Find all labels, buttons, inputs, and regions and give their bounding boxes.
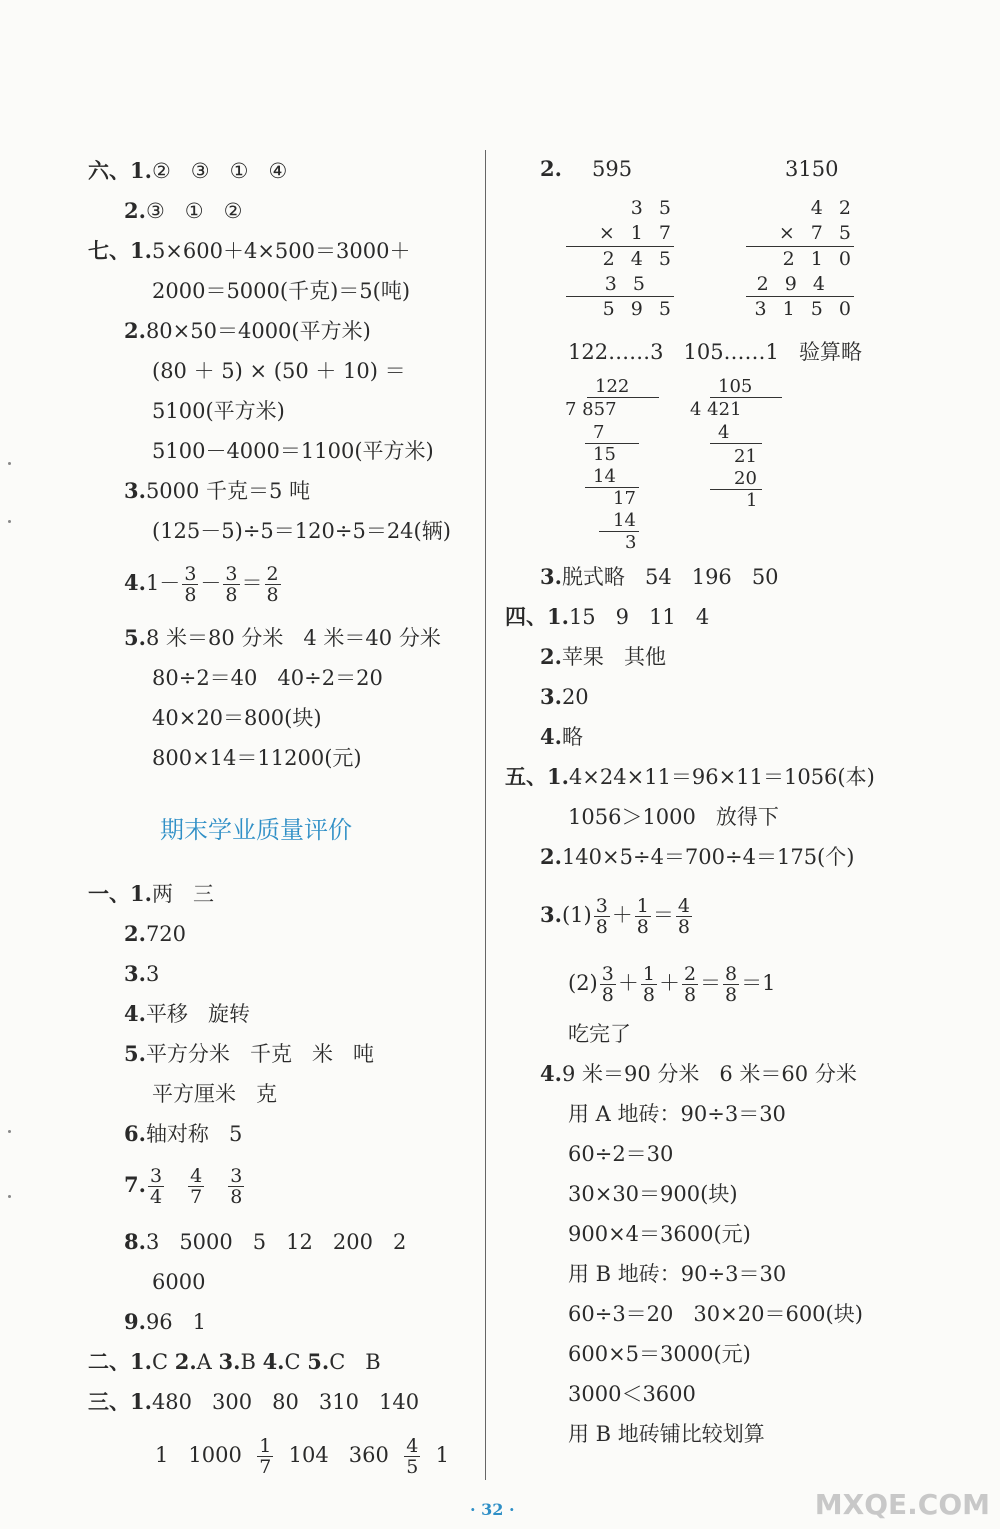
- fraction: $\frac{3}{8}$: [225, 563, 238, 606]
- division-step: 17: [613, 488, 636, 509]
- answer-7-1: 七、1.5×600＋4×500＝3000＋: [88, 238, 411, 263]
- division-step: 7: [593, 422, 605, 443]
- fraction: $\frac{1}{8}$: [642, 963, 655, 1006]
- answer-6-2: 2.③ ① ②: [124, 198, 243, 223]
- division-step: 21: [734, 446, 757, 467]
- long-division-421-by-4: [690, 375, 800, 515]
- watermark-logo: MXQE.COM: [814, 1488, 990, 1521]
- calc-row: × 1 7: [598, 222, 676, 244]
- multiplication-35x17: [560, 196, 680, 326]
- part2: 二、1.C 2.A 3.B 4.C 5.C B: [88, 1349, 381, 1374]
- answer-7-5: 5.8 米＝80 分米 4 米＝40 分米: [124, 625, 441, 650]
- answer-5-4-i: 3000＜3600: [568, 1382, 696, 1406]
- answer-5-4-j: 用 B 地砖铺比较划算: [568, 1422, 765, 1446]
- answer-5-4: 4.9 米＝90 分米 6 米＝60 分米: [540, 1061, 857, 1086]
- fraction: $\frac{2}{8}$: [266, 563, 279, 606]
- part1-q8: 8.3 5000 5 12 200 2: [124, 1229, 407, 1254]
- calc-row: 3 1 5 0: [754, 298, 856, 320]
- fraction: $\frac{1}{8}$: [636, 895, 649, 938]
- division-step: 14: [613, 510, 636, 531]
- answer-7-2-c: 5100(平方米): [152, 399, 285, 423]
- answer-4-4: 4.略: [540, 724, 583, 749]
- division-quotient: 105: [718, 376, 753, 397]
- column-divider: [485, 150, 486, 1480]
- part1-q7: 7. $\frac{3}{4}$ $\frac{4}{7}$ $\frac{3}{8}$: [124, 1165, 243, 1208]
- answer-5-4-e: 900×4＝3600(元): [568, 1222, 751, 1246]
- answer-7-5-b: 80÷2＝40 40÷2＝20: [152, 666, 383, 690]
- division-dividend: 7 857: [565, 399, 617, 420]
- part1-q6: 6.轴对称 5: [124, 1121, 243, 1146]
- multiplication-42x75: [740, 196, 860, 326]
- answer-5-4-b: 用 A 地砖：90÷3＝30: [568, 1102, 786, 1126]
- answer-7-1-cont: 2000＝5000(千克)＝5(吨): [152, 279, 411, 303]
- answer-5-1-b: 1056＞1000 放得下: [568, 805, 779, 829]
- answer-4-2: 2.苹果 其他: [540, 644, 666, 669]
- answer-6-1: 六、1.② ③ ① ④: [88, 158, 288, 183]
- answer-5-4-f: 用 B 地砖：90÷3＝30: [568, 1262, 787, 1286]
- fraction: $\frac{2}{8}$: [683, 963, 697, 1006]
- answer-4-1: 四、1.15 9 11 4: [505, 604, 710, 629]
- answer-r2: 2.: [540, 156, 562, 181]
- answer-7-2-b: (80 ＋ 5) × (50 ＋ 10) ＝: [152, 359, 406, 383]
- fraction: $\frac{4}{8}$: [677, 895, 690, 938]
- fraction: $\frac{3}{8}$: [184, 563, 197, 606]
- part1-q5-b: 平方厘米 克: [152, 1082, 278, 1106]
- fraction: $\frac{4}{7}$: [190, 1165, 203, 1208]
- answer-5-4-d: 30×30＝900(块): [568, 1182, 738, 1206]
- division-quotient: 122: [595, 376, 630, 397]
- margin-dot: [8, 1195, 11, 1198]
- fraction: $\frac{3}{8}$: [601, 963, 614, 1006]
- answer-5-4-g: 60÷3＝20 30×20＝600(块): [568, 1302, 863, 1326]
- answer-7-4: 4.1－ $\frac{3}{8}$ － $\frac{3}{8}$ ＝ $\frac{2}{8}$: [124, 563, 279, 606]
- answer-7-5-c: 40×20＝800(块): [152, 706, 322, 730]
- margin-dot: [8, 1130, 11, 1133]
- answer-5-1: 五、1.4×24×11＝96×11＝1056(本): [505, 764, 875, 789]
- division-dividend: 4 421: [690, 399, 742, 420]
- part1-q3: 3.3: [124, 961, 160, 986]
- calc-row: 3 5: [604, 273, 650, 295]
- answer-7-5-d: 800×14＝11200(元): [152, 746, 362, 770]
- part1-q8-b: 6000: [152, 1270, 206, 1294]
- answer-r2-3150: 3150: [785, 157, 839, 181]
- division-line: [710, 443, 762, 444]
- answer-4-3: 3.20: [540, 684, 589, 709]
- part1-q9: 9.96 1: [124, 1309, 207, 1334]
- fraction: $\frac{3}{4}$: [149, 1165, 163, 1208]
- division-line: [587, 397, 659, 398]
- part3-q1-b: 1 1000 $\frac{1}{7}$ 104 360 $\frac{4}{5}$ 1: [155, 1435, 450, 1478]
- fraction: $\frac{1}{7}$: [259, 1435, 272, 1478]
- division-step: 15: [593, 444, 616, 465]
- fraction: $\frac{3}{8}$: [595, 895, 608, 938]
- margin-dot: [8, 462, 11, 465]
- calc-row: × 7 5: [778, 222, 856, 244]
- part1-q5: 5.平方分米 千克 米 吨: [124, 1041, 375, 1066]
- answer-7-2-d: 5100－4000＝1100(平方米): [152, 439, 434, 463]
- calc-row: 2 4 5: [602, 248, 676, 270]
- part1-q1: 一、1.两 三: [88, 881, 214, 906]
- calc-row: 3 5: [630, 197, 676, 219]
- margin-dot: [8, 520, 11, 523]
- answer-5-3-b: (2) $\frac{3}{8}$ ＋ $\frac{1}{8}$ ＋ $\frac{2}{8}$ ＝ $\frac{8}{8}$ ＝1: [568, 963, 776, 1006]
- answer-5-3-c: 吃完了: [568, 1022, 631, 1046]
- fraction: $\frac{4}{5}$: [406, 1435, 419, 1478]
- part1-q4: 4.平移 旋转: [124, 1001, 250, 1026]
- calc-row: 2 1 0: [782, 248, 856, 270]
- fraction: $\frac{3}{8}$: [230, 1165, 243, 1208]
- part3-q1: 三、1.480 300 80 310 140: [88, 1389, 420, 1414]
- division-step: 14: [593, 466, 616, 487]
- answer-7-3: 3.5000 千克＝5 吨: [124, 478, 311, 503]
- division-remainder: 3: [625, 532, 637, 553]
- answer-5-4-c: 60÷2＝30: [568, 1142, 674, 1166]
- answer-r3: 3.脱式略 54 196 50: [540, 564, 779, 589]
- section-title: 期末学业质量评价: [160, 816, 352, 844]
- answer-7-2: 2.80×50＝4000(平方米): [124, 318, 371, 343]
- division-step: 4: [718, 422, 730, 443]
- long-division-857-by-7: [565, 375, 675, 555]
- division-step: 20: [734, 468, 757, 489]
- answer-5-3: 3.(1) $\frac{3}{8}$ ＋ $\frac{1}{8}$ ＝ $\frac{4}{8}$: [540, 895, 690, 938]
- calc-row: 4 2: [810, 197, 856, 219]
- answer-r2-division: 122……3 105……1 验算略: [568, 340, 862, 364]
- division-remainder: 1: [746, 490, 758, 511]
- answer-5-4-h: 600×5＝3000(元): [568, 1342, 751, 1366]
- calc-row: 5 9 5: [602, 298, 676, 320]
- part1-q2: 2.720: [124, 921, 187, 946]
- division-line: [710, 397, 782, 398]
- answer-5-2: 2.140×5÷4＝700÷4＝175(个): [540, 844, 855, 869]
- answer-r2-595: 595: [592, 157, 633, 181]
- page-number: · 32 ·: [470, 1500, 515, 1519]
- fraction: $\frac{8}{8}$: [725, 963, 738, 1006]
- calc-row: 2 9 4: [756, 273, 830, 295]
- answer-7-3-b: (125－5)÷5＝120÷5＝24(辆): [152, 519, 451, 543]
